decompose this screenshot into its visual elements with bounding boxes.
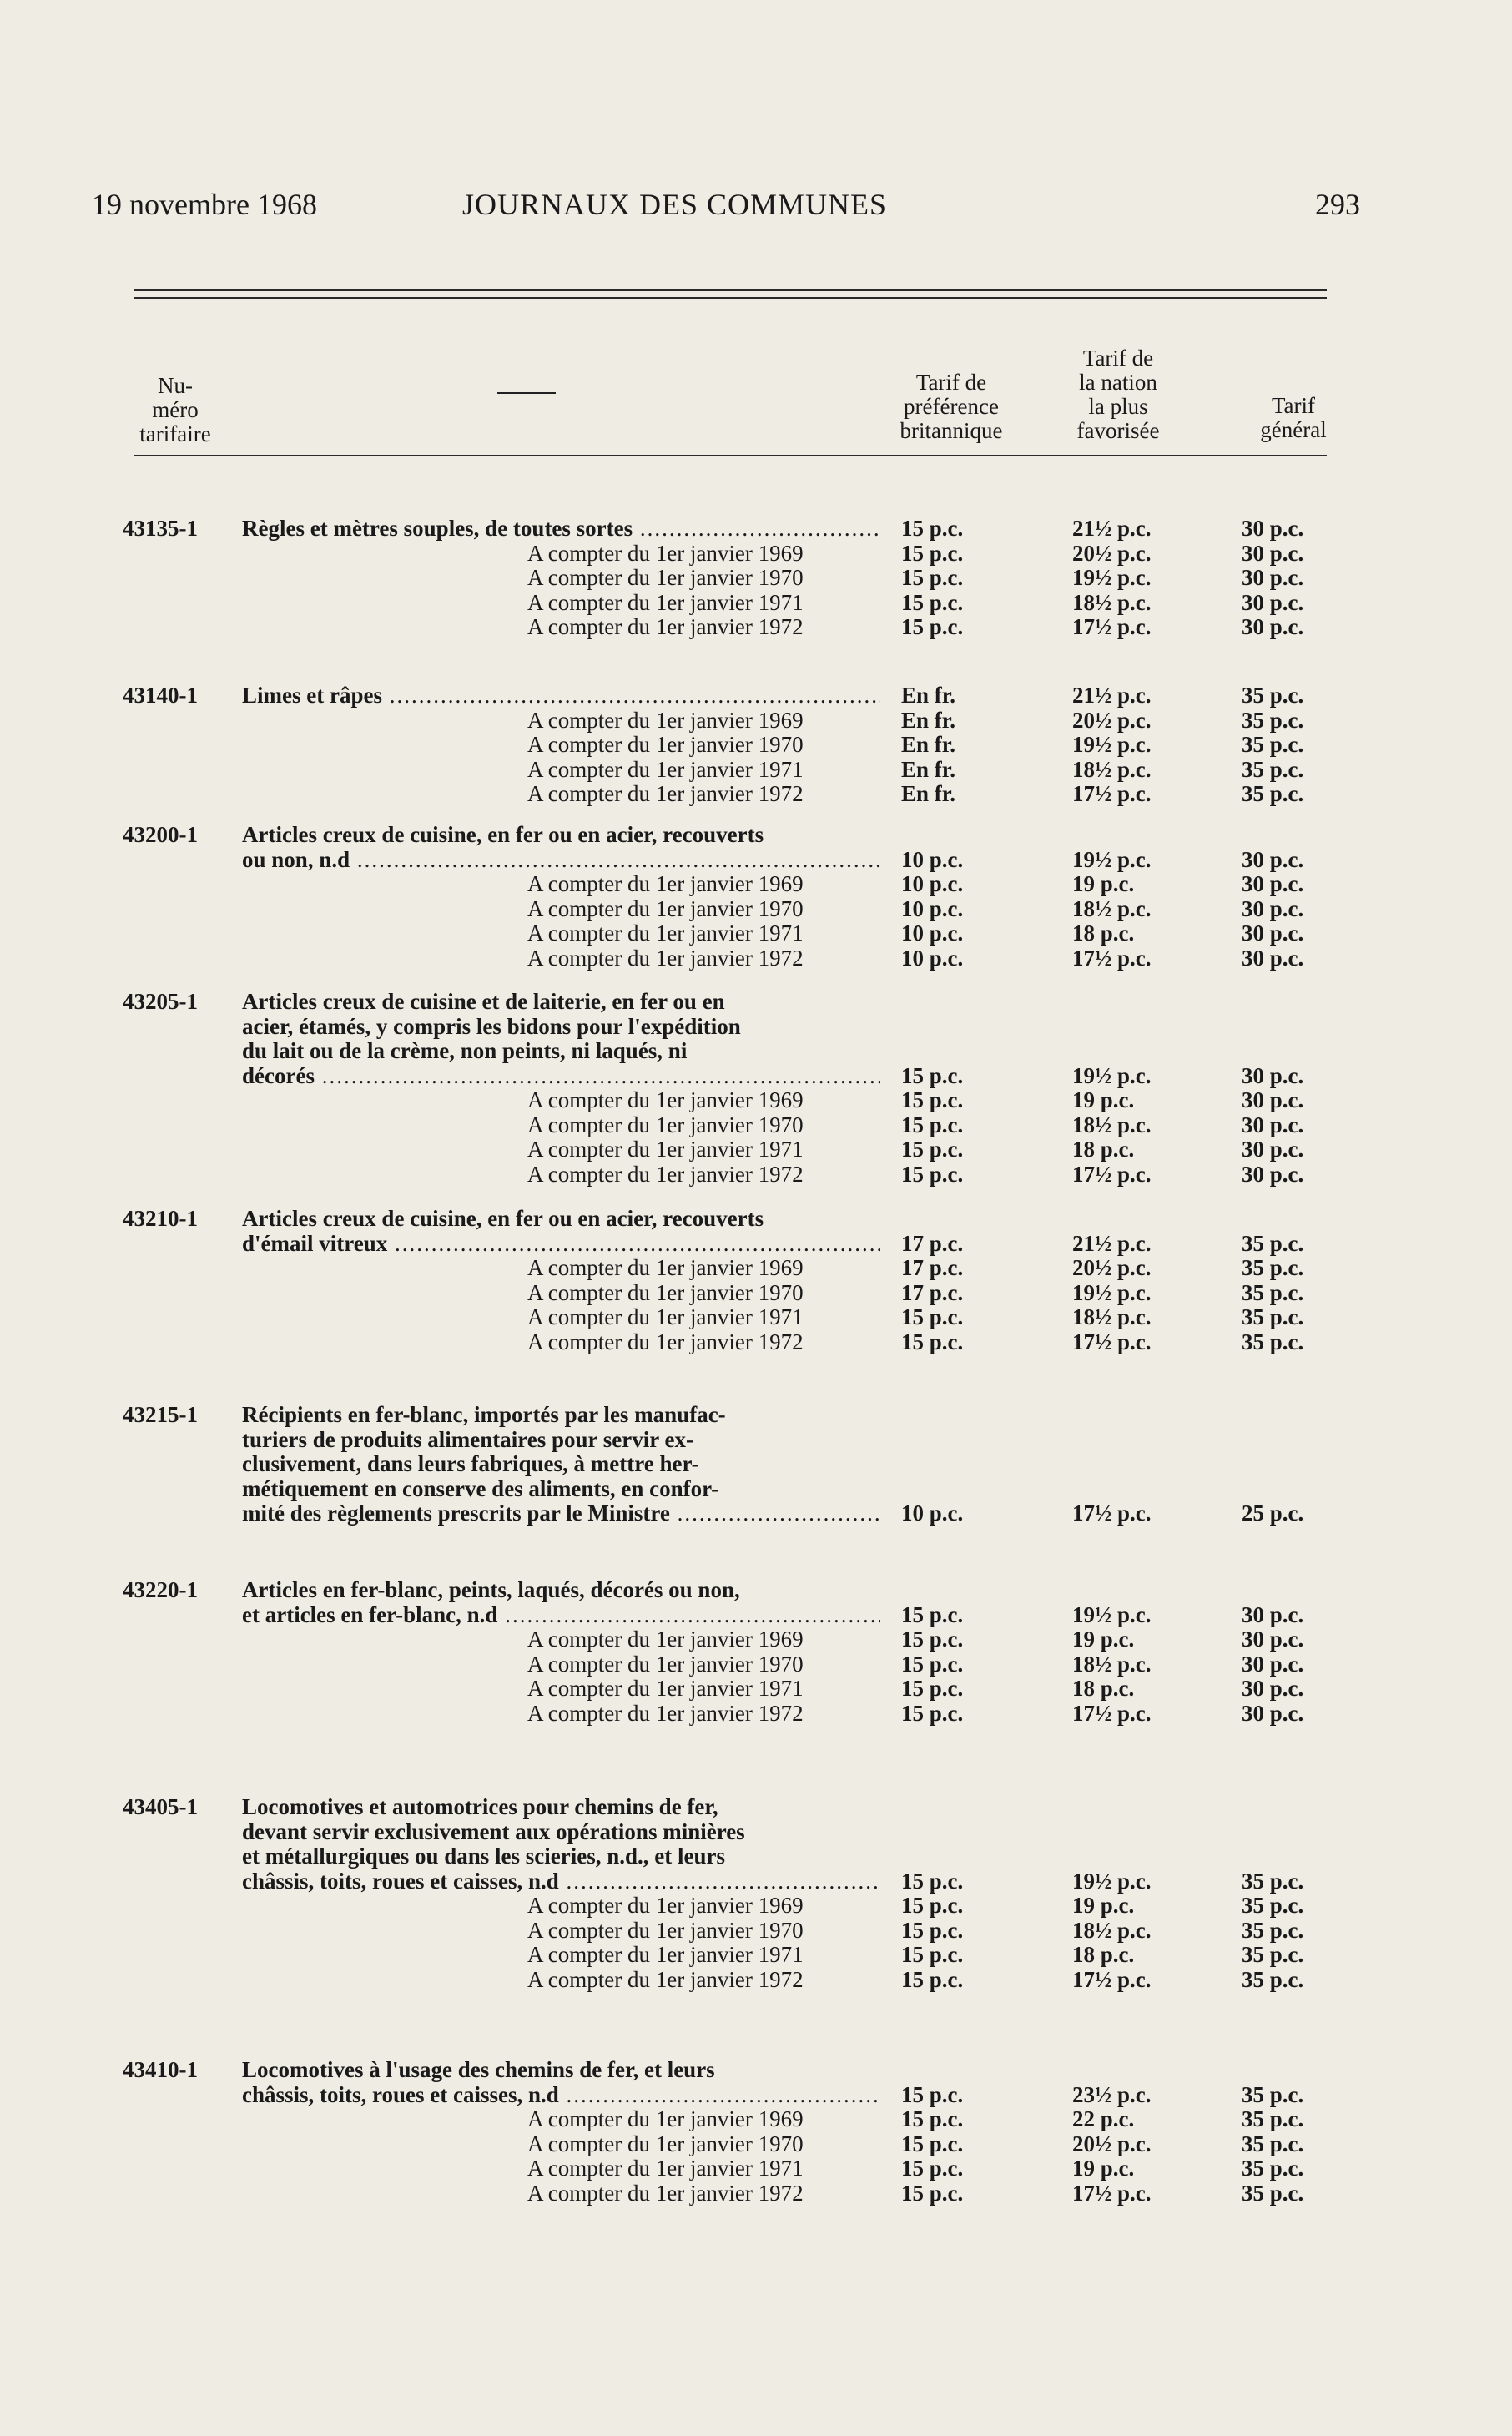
- tariff-row: [0, 896, 1512, 921]
- tariff-row: [0, 2106, 1512, 2131]
- item-description: acier, étamés, y compris les bidons pour l'expédition: [242, 1013, 741, 1039]
- most-favoured-nation-rate: 19 p.c.: [1072, 1087, 1135, 1112]
- tariff-row: [0, 1087, 1512, 1112]
- british-preference-rate: En fr.: [901, 683, 956, 708]
- effective-date: A compter du 1er janvier 1972: [527, 1161, 804, 1187]
- effective-date: A compter du 1er janvier 1969: [527, 1255, 804, 1280]
- tariff-entry: [0, 1402, 1512, 1526]
- item-description: Limes et râpes .....: [242, 683, 880, 709]
- item-description: mité des règlements prescrits par le Ministre .....: [242, 1500, 880, 1526]
- tariff-number: 43205-1: [123, 989, 198, 1014]
- column-header-line: préférence: [904, 394, 999, 419]
- effective-date: A compter du 1er janvier 1970: [527, 895, 804, 921]
- general-tariff-rate: 30 p.c.: [1242, 614, 1304, 639]
- tariff-row: [0, 1627, 1512, 1652]
- general-tariff-rate: 35 p.c.: [1242, 1893, 1304, 1918]
- british-preference-rate: 15 p.c.: [901, 565, 964, 590]
- most-favoured-nation-rate: 17½ p.c.: [1072, 2180, 1152, 2206]
- general-tariff-rate: 35 p.c.: [1242, 1942, 1304, 1967]
- most-favoured-nation-rate: 17½ p.c.: [1072, 1329, 1152, 1354]
- british-preference-rate: 15 p.c.: [901, 2180, 964, 2206]
- british-preference-rate: 15 p.c.: [901, 1161, 964, 1187]
- tariff-row: [0, 1038, 1512, 1063]
- general-tariff-rate: 30 p.c.: [1242, 1601, 1304, 1627]
- tariff-row: [0, 1942, 1512, 1967]
- column-header-line: favorisée: [1076, 418, 1160, 443]
- british-preference-rate: 15 p.c.: [901, 1966, 964, 1992]
- tariff-row: [0, 2181, 1512, 2206]
- tariff-row: [0, 1137, 1512, 1162]
- tariff-row: [0, 1402, 1512, 1427]
- most-favoured-nation-rate: 17½ p.c.: [1072, 781, 1152, 806]
- general-tariff-rate: 35 p.c.: [1242, 781, 1304, 806]
- column-header-line: méro: [152, 397, 199, 422]
- column-header-british-preference: [868, 371, 1035, 443]
- tariff-row: [0, 946, 1512, 971]
- tariff-row: [0, 1112, 1512, 1137]
- tariff-row: [0, 822, 1512, 847]
- effective-date: A compter du 1er janvier 1970: [527, 1917, 804, 1943]
- general-tariff-rate: 35 p.c.: [1242, 1966, 1304, 1992]
- tariff-row: [0, 781, 1512, 806]
- tariff-row: [0, 1819, 1512, 1844]
- effective-date: A compter du 1er janvier 1971: [527, 920, 804, 946]
- effective-date: A compter du 1er janvier 1971: [527, 2156, 804, 2181]
- most-favoured-nation-rate: 19½ p.c.: [1072, 732, 1152, 757]
- tariff-row: [0, 1893, 1512, 1918]
- most-favoured-nation-rate: 18 p.c.: [1072, 1676, 1135, 1701]
- british-preference-rate: 15 p.c.: [901, 1917, 964, 1943]
- most-favoured-nation-rate: 20½ p.c.: [1072, 2131, 1152, 2156]
- general-tariff-rate: 35 p.c.: [1242, 683, 1304, 708]
- effective-date: A compter du 1er janvier 1969: [527, 707, 804, 733]
- tariff-row: [0, 1918, 1512, 1943]
- tariff-row: [0, 1602, 1512, 1627]
- item-description: turiers de produits alimentaires pour servir ex-: [242, 1426, 693, 1452]
- tariff-row: [0, 590, 1512, 615]
- most-favoured-nation-rate: 17½ p.c.: [1072, 1500, 1152, 1526]
- british-preference-rate: 10 p.c.: [901, 920, 964, 946]
- tariff-row: [0, 1063, 1512, 1088]
- most-favoured-nation-rate: 17½ p.c.: [1072, 614, 1152, 639]
- page-header: [92, 187, 1360, 229]
- general-tariff-rate: 35 p.c.: [1242, 756, 1304, 782]
- tariff-row: [0, 732, 1512, 757]
- british-preference-rate: 17 p.c.: [901, 1230, 964, 1256]
- british-preference-rate: 15 p.c.: [901, 1651, 964, 1677]
- general-tariff-rate: 35 p.c.: [1242, 1329, 1304, 1354]
- tariff-entry: [0, 2057, 1512, 2205]
- british-preference-rate: 15 p.c.: [901, 2081, 964, 2107]
- tariff-number: 43405-1: [123, 1794, 198, 1819]
- tariff-row: [0, 1869, 1512, 1894]
- column-header-line: Nu-: [158, 373, 193, 398]
- most-favoured-nation-rate: 19 p.c.: [1072, 2156, 1135, 2181]
- most-favoured-nation-rate: 18½ p.c.: [1072, 1651, 1152, 1677]
- british-preference-rate: 15 p.c.: [901, 1942, 964, 1967]
- british-preference-rate: 15 p.c.: [901, 1137, 964, 1162]
- british-preference-rate: En fr.: [901, 707, 956, 733]
- tariff-number: 43215-1: [123, 1402, 198, 1427]
- header-rule-top: [134, 289, 1327, 291]
- british-preference-rate: 15 p.c.: [901, 2156, 964, 2181]
- tariff-row: [0, 1843, 1512, 1869]
- most-favoured-nation-rate: 21½ p.c.: [1072, 516, 1152, 541]
- british-preference-rate: 15 p.c.: [901, 2106, 964, 2131]
- british-preference-rate: 15 p.c.: [901, 2131, 964, 2156]
- item-description: Récipients en fer-blanc, importés par les manufac-: [242, 1402, 726, 1427]
- effective-date: A compter du 1er janvier 1971: [527, 589, 804, 615]
- general-tariff-rate: 35 p.c.: [1242, 2156, 1304, 2181]
- general-tariff-rate: 35 p.c.: [1242, 2081, 1304, 2107]
- tariff-row: [0, 2131, 1512, 2156]
- general-tariff-rate: 30 p.c.: [1242, 920, 1304, 946]
- tariff-row: [0, 1967, 1512, 1992]
- most-favoured-nation-rate: 17½ p.c.: [1072, 945, 1152, 971]
- tariff-row: [0, 614, 1512, 639]
- tariff-row: [0, 920, 1512, 946]
- general-tariff-rate: 35 p.c.: [1242, 2180, 1304, 2206]
- most-favoured-nation-rate: 18½ p.c.: [1072, 589, 1152, 615]
- general-tariff-rate: 35 p.c.: [1242, 1255, 1304, 1280]
- tariff-entry: [0, 683, 1512, 806]
- column-header-general-tariff: [1210, 394, 1377, 442]
- item-description: Locomotives et automotrices pour chemins de fer,: [242, 1794, 718, 1819]
- column-header-dash: [497, 392, 556, 394]
- effective-date: A compter du 1er janvier 1971: [527, 756, 804, 782]
- tariff-row: [0, 989, 1512, 1014]
- tariff-row: [0, 683, 1512, 708]
- header-date: 19 novembre 1968: [92, 188, 317, 221]
- column-header-line: général: [1260, 417, 1327, 442]
- column-header-most-favoured-nation: [1035, 346, 1202, 443]
- column-header-tariff-number: [117, 374, 234, 446]
- item-description: métiquement en conserve des aliments, en confor-: [242, 1475, 719, 1501]
- tariff-number: 43220-1: [123, 1577, 198, 1602]
- effective-date: A compter du 1er janvier 1970: [527, 565, 804, 590]
- tariff-row: [0, 1676, 1512, 1701]
- tariff-row: [0, 1500, 1512, 1526]
- general-tariff-rate: 30 p.c.: [1242, 565, 1304, 590]
- general-tariff-rate: 30 p.c.: [1242, 1062, 1304, 1088]
- most-favoured-nation-rate: 19½ p.c.: [1072, 1062, 1152, 1088]
- most-favoured-nation-rate: 18 p.c.: [1072, 1942, 1135, 1967]
- item-description: d'émail vitreux .....: [242, 1231, 880, 1257]
- most-favoured-nation-rate: 18½ p.c.: [1072, 756, 1152, 782]
- tariff-row: [0, 1476, 1512, 1501]
- british-preference-rate: 15 p.c.: [901, 1329, 964, 1354]
- general-tariff-rate: 30 p.c.: [1242, 846, 1304, 872]
- british-preference-rate: 17 p.c.: [901, 1279, 964, 1305]
- british-preference-rate: 10 p.c.: [901, 895, 964, 921]
- effective-date: A compter du 1er janvier 1972: [527, 1966, 804, 1992]
- tariff-row: [0, 1329, 1512, 1354]
- most-favoured-nation-rate: 20½ p.c.: [1072, 707, 1152, 733]
- tariff-row: [0, 2156, 1512, 2181]
- effective-date: A compter du 1er janvier 1970: [527, 2131, 804, 2156]
- effective-date: A compter du 1er janvier 1972: [527, 614, 804, 639]
- most-favoured-nation-rate: 19 p.c.: [1072, 1627, 1135, 1652]
- effective-date: A compter du 1er janvier 1972: [527, 1700, 804, 1726]
- british-preference-rate: En fr.: [901, 756, 956, 782]
- most-favoured-nation-rate: 18 p.c.: [1072, 920, 1135, 946]
- most-favoured-nation-rate: 18½ p.c.: [1072, 895, 1152, 921]
- effective-date: A compter du 1er janvier 1969: [527, 1893, 804, 1918]
- most-favoured-nation-rate: 19½ p.c.: [1072, 1601, 1152, 1627]
- tariff-row: [0, 1162, 1512, 1187]
- general-tariff-rate: 30 p.c.: [1242, 871, 1304, 896]
- tariff-row: [0, 1206, 1512, 1231]
- most-favoured-nation-rate: 22 p.c.: [1072, 2106, 1135, 2131]
- effective-date: A compter du 1er janvier 1969: [527, 871, 804, 896]
- british-preference-rate: 15 p.c.: [901, 1062, 964, 1088]
- general-tariff-rate: 35 p.c.: [1242, 1868, 1304, 1894]
- tariff-row: [0, 757, 1512, 782]
- tariff-row: [0, 1255, 1512, 1280]
- british-preference-rate: En fr.: [901, 781, 956, 806]
- effective-date: A compter du 1er janvier 1971: [527, 1676, 804, 1701]
- tariff-row: [0, 516, 1512, 541]
- general-tariff-rate: 35 p.c.: [1242, 1917, 1304, 1943]
- header-rule-bottom: [134, 297, 1327, 299]
- item-description: châssis, toits, roues et caisses, n.d .....: [242, 2082, 880, 2108]
- most-favoured-nation-rate: 19½ p.c.: [1072, 1868, 1152, 1894]
- most-favoured-nation-rate: 17½ p.c.: [1072, 1966, 1152, 1992]
- british-preference-rate: 15 p.c.: [901, 1601, 964, 1627]
- most-favoured-nation-rate: 18½ p.c.: [1072, 1304, 1152, 1329]
- item-description: et articles en fer-blanc, n.d .....: [242, 1602, 880, 1628]
- item-description: devant servir exclusivement aux opérations minières: [242, 1818, 745, 1844]
- column-header-rule: [134, 455, 1327, 456]
- tariff-row: [0, 1427, 1512, 1452]
- general-tariff-rate: 30 p.c.: [1242, 589, 1304, 615]
- item-description: et métallurgiques ou dans les scieries, n.d., et leurs: [242, 1843, 725, 1869]
- british-preference-rate: 15 p.c.: [901, 614, 964, 639]
- item-description: Locomotives à l'usage des chemins de fer, et leurs: [242, 2057, 715, 2082]
- general-tariff-rate: 30 p.c.: [1242, 1137, 1304, 1162]
- tariff-number: 43140-1: [123, 683, 198, 708]
- general-tariff-rate: 35 p.c.: [1242, 1304, 1304, 1329]
- page-number: 293: [1315, 188, 1360, 221]
- item-description: Articles en fer-blanc, peints, laqués, décorés ou non,: [242, 1577, 740, 1602]
- tariff-entry: [0, 516, 1512, 639]
- most-favoured-nation-rate: 19 p.c.: [1072, 871, 1135, 896]
- item-description: Articles creux de cuisine, en fer ou en acier, recouverts: [242, 822, 764, 847]
- effective-date: A compter du 1er janvier 1970: [527, 1112, 804, 1137]
- general-tariff-rate: 35 p.c.: [1242, 2131, 1304, 2156]
- british-preference-rate: 15 p.c.: [901, 516, 964, 541]
- general-tariff-rate: 30 p.c.: [1242, 895, 1304, 921]
- british-preference-rate: 10 p.c.: [901, 945, 964, 971]
- british-preference-rate: 15 p.c.: [901, 1304, 964, 1329]
- tariff-row: [0, 871, 1512, 896]
- tariff-entry: [0, 1577, 1512, 1725]
- tariff-row: [0, 1280, 1512, 1305]
- tariff-number: 43210-1: [123, 1206, 198, 1231]
- most-favoured-nation-rate: 18½ p.c.: [1072, 1917, 1152, 1943]
- most-favoured-nation-rate: 20½ p.c.: [1072, 540, 1152, 566]
- tariff-row: [0, 1304, 1512, 1329]
- british-preference-rate: 15 p.c.: [901, 1893, 964, 1918]
- item-description: décorés .....: [242, 1063, 880, 1089]
- tariff-row: [0, 1451, 1512, 1476]
- general-tariff-rate: 30 p.c.: [1242, 1627, 1304, 1652]
- british-preference-rate: 15 p.c.: [901, 1868, 964, 1894]
- general-tariff-rate: 30 p.c.: [1242, 1112, 1304, 1137]
- general-tariff-rate: 30 p.c.: [1242, 516, 1304, 541]
- item-description: Articles creux de cuisine et de laiterie, en fer ou en: [242, 989, 725, 1014]
- most-favoured-nation-rate: 19½ p.c.: [1072, 1279, 1152, 1305]
- tariff-row: [0, 1652, 1512, 1677]
- british-preference-rate: 17 p.c.: [901, 1255, 964, 1280]
- effective-date: A compter du 1er janvier 1971: [527, 1942, 804, 1967]
- column-header-line: la nation: [1079, 370, 1157, 395]
- tariff-row: [0, 847, 1512, 872]
- british-preference-rate: 15 p.c.: [901, 589, 964, 615]
- general-tariff-rate: 35 p.c.: [1242, 1230, 1304, 1256]
- general-tariff-rate: 35 p.c.: [1242, 707, 1304, 733]
- british-preference-rate: 15 p.c.: [901, 540, 964, 566]
- effective-date: A compter du 1er janvier 1970: [527, 1279, 804, 1305]
- tariff-row: [0, 1014, 1512, 1039]
- effective-date: A compter du 1er janvier 1971: [527, 1304, 804, 1329]
- general-tariff-rate: 30 p.c.: [1242, 540, 1304, 566]
- tariff-number: 43410-1: [123, 2057, 198, 2082]
- tariff-row: [0, 2082, 1512, 2107]
- general-tariff-rate: 30 p.c.: [1242, 1161, 1304, 1187]
- column-header-line: Tarif: [1271, 393, 1316, 418]
- most-favoured-nation-rate: 21½ p.c.: [1072, 1230, 1152, 1256]
- tariff-row: [0, 708, 1512, 733]
- effective-date: A compter du 1er janvier 1970: [527, 732, 804, 757]
- tariff-entry: [0, 989, 1512, 1186]
- tariff-row: [0, 565, 1512, 590]
- tariff-entry: [0, 822, 1512, 970]
- tariff-entry: [0, 1206, 1512, 1354]
- general-tariff-rate: 35 p.c.: [1242, 1279, 1304, 1305]
- effective-date: A compter du 1er janvier 1969: [527, 1627, 804, 1652]
- effective-date: A compter du 1er janvier 1970: [527, 1651, 804, 1677]
- general-tariff-rate: 25 p.c.: [1242, 1500, 1304, 1526]
- british-preference-rate: 10 p.c.: [901, 1500, 964, 1526]
- general-tariff-rate: 30 p.c.: [1242, 1651, 1304, 1677]
- most-favoured-nation-rate: 23½ p.c.: [1072, 2081, 1152, 2107]
- item-description: ou non, n.d .....: [242, 847, 880, 873]
- general-tariff-rate: 35 p.c.: [1242, 732, 1304, 757]
- most-favoured-nation-rate: 19 p.c.: [1072, 1893, 1135, 1918]
- item-description: Articles creux de cuisine, en fer ou en acier, recouverts: [242, 1206, 764, 1231]
- tariff-row: [0, 1577, 1512, 1602]
- header-journal-title: JOURNAUX DES COMMUNES: [462, 188, 888, 221]
- most-favoured-nation-rate: 19½ p.c.: [1072, 565, 1152, 590]
- tariff-row: [0, 1794, 1512, 1819]
- tariff-number: 43200-1: [123, 822, 198, 847]
- tariff-entry: [0, 1794, 1512, 1991]
- effective-date: A compter du 1er janvier 1971: [527, 1137, 804, 1162]
- general-tariff-rate: 35 p.c.: [1242, 2106, 1304, 2131]
- most-favoured-nation-rate: 21½ p.c.: [1072, 683, 1152, 708]
- column-header-line: britannique: [900, 418, 1003, 443]
- item-description: châssis, toits, roues et caisses, n.d .....: [242, 1869, 880, 1894]
- tariff-row: [0, 1231, 1512, 1256]
- british-preference-rate: 15 p.c.: [901, 1676, 964, 1701]
- tariff-number: 43135-1: [123, 516, 198, 541]
- effective-date: A compter du 1er janvier 1969: [527, 1087, 804, 1112]
- general-tariff-rate: 30 p.c.: [1242, 1087, 1304, 1112]
- column-header-line: Tarif de: [1082, 345, 1154, 371]
- effective-date: A compter du 1er janvier 1972: [527, 945, 804, 971]
- general-tariff-rate: 30 p.c.: [1242, 945, 1304, 971]
- column-header-line: tarifaire: [139, 421, 211, 446]
- most-favoured-nation-rate: 19½ p.c.: [1072, 846, 1152, 872]
- item-description: du lait ou de la crème, non peints, ni laqués, ni: [242, 1038, 688, 1063]
- british-preference-rate: En fr.: [901, 732, 956, 757]
- effective-date: A compter du 1er janvier 1969: [527, 540, 804, 566]
- effective-date: A compter du 1er janvier 1972: [527, 1329, 804, 1354]
- general-tariff-rate: 30 p.c.: [1242, 1700, 1304, 1726]
- column-header-line: Tarif de: [915, 370, 987, 395]
- british-preference-rate: 15 p.c.: [901, 1087, 964, 1112]
- tariff-row: [0, 2057, 1512, 2082]
- most-favoured-nation-rate: 20½ p.c.: [1072, 1255, 1152, 1280]
- british-preference-rate: 15 p.c.: [901, 1627, 964, 1652]
- british-preference-rate: 10 p.c.: [901, 871, 964, 896]
- most-favoured-nation-rate: 18 p.c.: [1072, 1137, 1135, 1162]
- tariff-row: [0, 1701, 1512, 1726]
- british-preference-rate: 15 p.c.: [901, 1112, 964, 1137]
- column-header-line: la plus: [1088, 394, 1148, 419]
- effective-date: A compter du 1er janvier 1972: [527, 781, 804, 806]
- most-favoured-nation-rate: 17½ p.c.: [1072, 1161, 1152, 1187]
- british-preference-rate: 15 p.c.: [901, 1700, 964, 1726]
- tariff-row: [0, 541, 1512, 566]
- item-description: clusivement, dans leurs fabriques, à mettre her-: [242, 1451, 699, 1476]
- effective-date: A compter du 1er janvier 1969: [527, 2106, 804, 2131]
- most-favoured-nation-rate: 18½ p.c.: [1072, 1112, 1152, 1137]
- effective-date: A compter du 1er janvier 1972: [527, 2180, 804, 2206]
- general-tariff-rate: 30 p.c.: [1242, 1676, 1304, 1701]
- item-description: Règles et mètres souples, de toutes sortes .....: [242, 516, 880, 542]
- british-preference-rate: 10 p.c.: [901, 846, 964, 872]
- most-favoured-nation-rate: 17½ p.c.: [1072, 1700, 1152, 1726]
